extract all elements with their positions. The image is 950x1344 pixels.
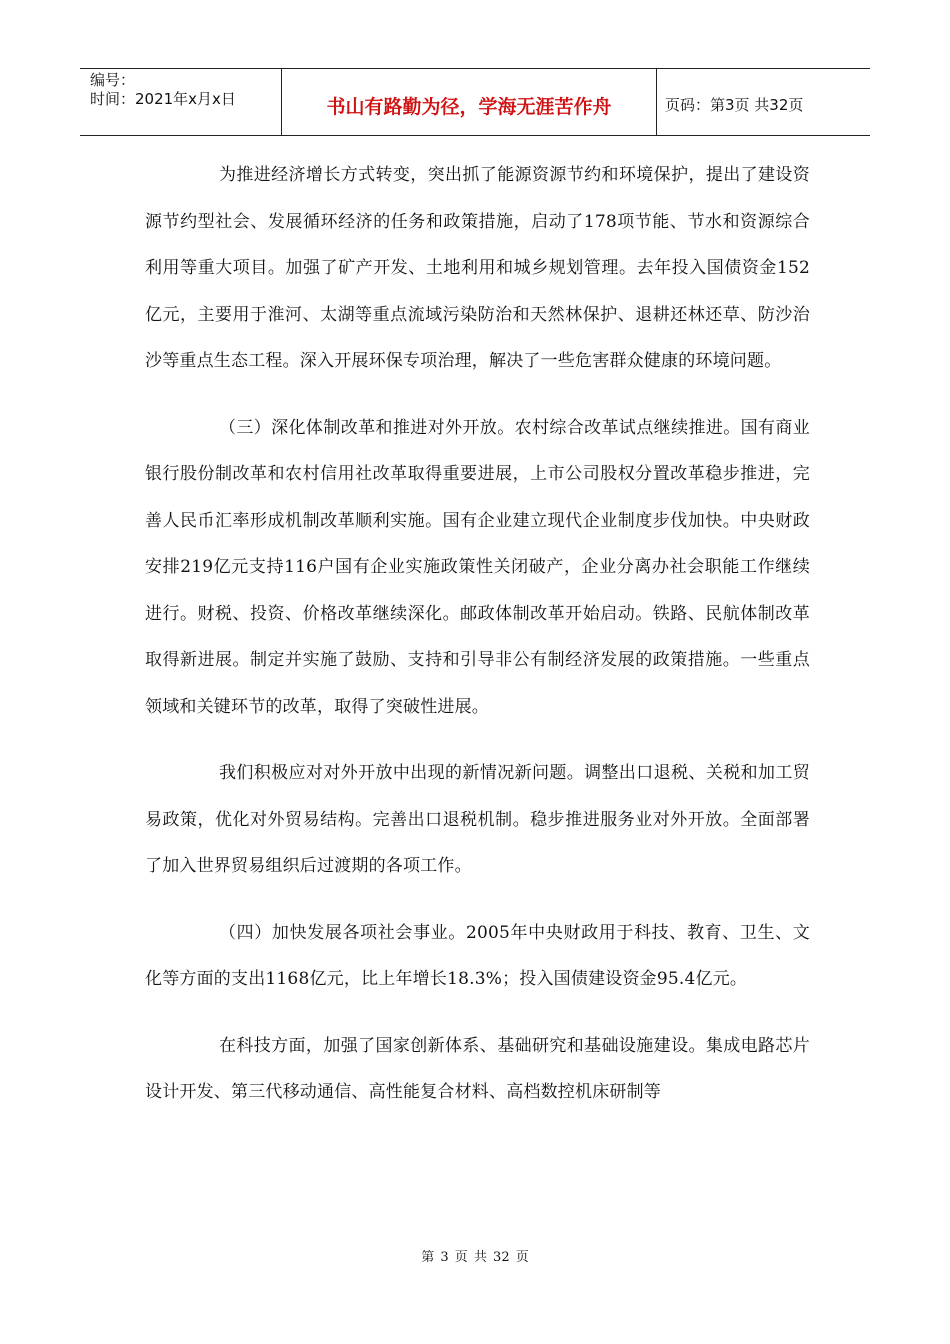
paragraph: 在科技方面，加强了国家创新体系、基础研究和基础设施建设。集成电路芯片设计开发、第三代移动通信、高性能复合材料、高档数控机床研制等 <box>145 1035 810 1102</box>
paragraph: 为推进经济增长方式转变，突出抓了能源资源节约和环境保护，提出了建设资源节约型社会、发展循环经济的任务和政策措施，启动了178项节能、节水和资源综合利用等重大项目。加强了矿产开发、土地利用和城乡规划管理。去年投入国债资金152亿元，主要用于淮河、太湖等重点流域污染防治和天然林保护、退耕还林还草、防沙治沙等重点生态工程。深入开展环保专项治理，解决了一些危害群众健康的环境问题。 <box>145 165 810 371</box>
paragraph: （四）加快发展各项社会事业。2005年中央财政用于科技、教育、卫生、文化等方面的支出1168亿元，比上年增长18.3%；投入国债建设资金95.4亿元。 <box>145 922 810 989</box>
paragraph: 我们积极应对对外开放中出现的新情况新问题。调整出口退税、关税和加工贸易政策，优化对外贸易结构。完善出口退税机制。稳步推进服务业对外开放。全面部署了加入世界贸易组织后过渡期的各项工作。 <box>145 763 810 876</box>
header-meta-cell <box>80 69 282 135</box>
paragraph: （三）深化体制改革和推进对外开放。农村综合改革试点继续推进。国有商业银行股份制改革和农村信用社改革取得重要进展，上市公司股权分置改革稳步推进，完善人民币汇率形成机制改革顺利实施。国有企业建立现代企业制度步伐加快。中央财政安排219亿元支持116户国有企业实施政策性关闭破产，企业分离办社会职能工作继续进行。财税、投资、价格改革继续深化。邮政体制改革开始启动。铁路、民航体制改革取得新进展。制定并实施了鼓励、支持和引导非公有制经济发展的政策措施。一些重点领域和关键环节的改革，取得了突破性进展。 <box>145 417 810 717</box>
motto-text: 书山有路勤为径，学海无涯苦作舟 <box>326 95 612 118</box>
document-body <box>145 152 810 1136</box>
header-motto-cell <box>282 69 657 135</box>
page-code: 页码：第3页 共32页 <box>665 95 804 114</box>
footer-page-number: 第 3 页 共 32 页 <box>421 1250 529 1265</box>
document-header <box>80 68 870 136</box>
date-line: 时间：2021年x月x日 <box>90 90 236 108</box>
serial-number-label: 编号： <box>90 71 136 89</box>
page-footer <box>0 1246 950 1265</box>
header-page-cell <box>657 69 870 135</box>
